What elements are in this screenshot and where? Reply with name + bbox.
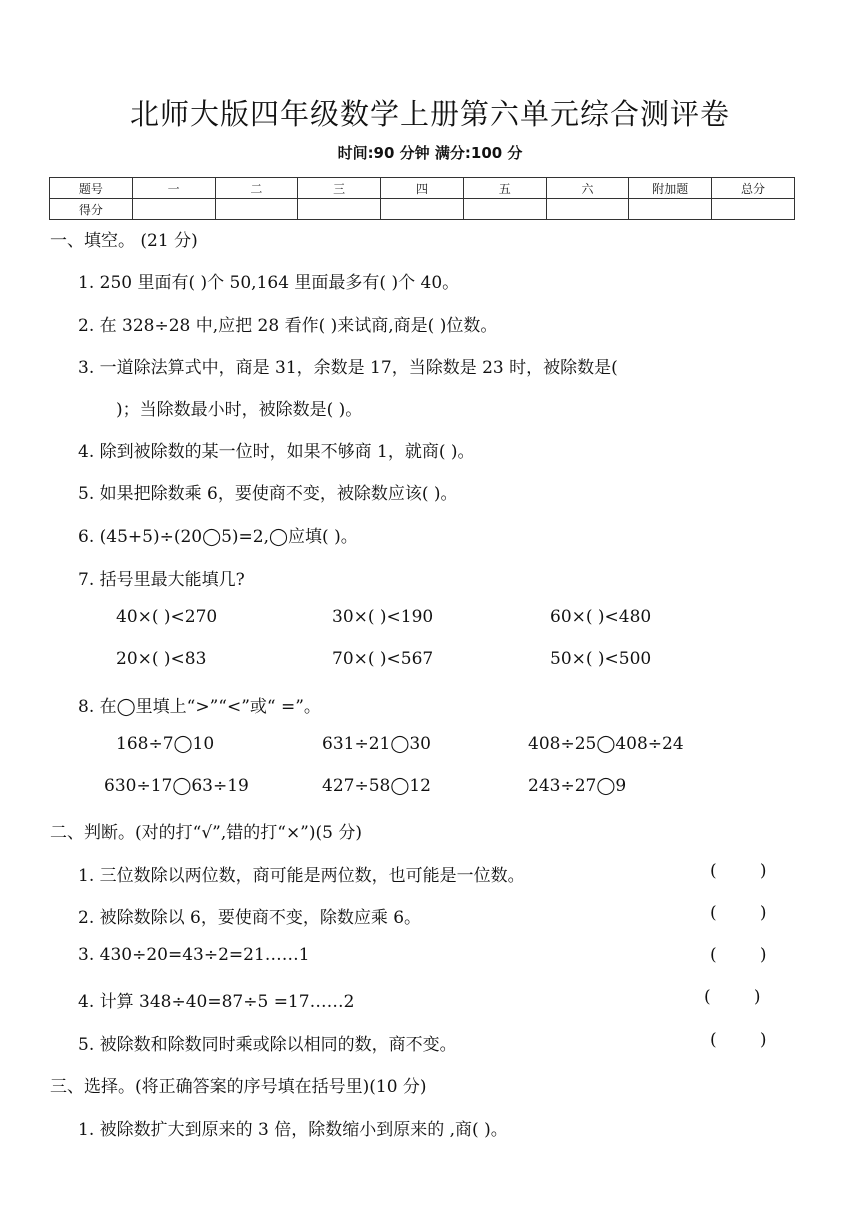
exam-info: 时间:90 分钟 满分:100 分 bbox=[337, 144, 523, 162]
score-cell bbox=[215, 199, 298, 220]
score-table-score-row bbox=[50, 199, 795, 220]
judge-question-4: 4. 计算 348÷40=87÷5 =17……2 bbox=[78, 992, 355, 1012]
score-header-cell: 三 bbox=[298, 178, 381, 199]
score-table bbox=[49, 177, 795, 220]
q7-item: 40×( )<270 bbox=[116, 607, 218, 627]
q8-item: 408÷25◯408÷24 bbox=[528, 734, 684, 754]
score-cell bbox=[381, 199, 464, 220]
fill-question-3-line2: )；当除数最小时，被除数是( )。 bbox=[116, 400, 363, 420]
section2-title: 二、判断。(对的打“√”,错的打“×”)(5 分) bbox=[50, 823, 362, 843]
q8-item: 630÷17◯63÷19 bbox=[104, 776, 249, 796]
score-header-cell: 五 bbox=[463, 178, 546, 199]
score-header-cell: 四 bbox=[381, 178, 464, 199]
judge-question-3: 3. 430÷20=43÷2=21……1 bbox=[78, 945, 310, 965]
score-header-cell: 题号 bbox=[50, 178, 133, 199]
q8-item: 427÷58◯12 bbox=[322, 776, 431, 796]
q7-item: 70×( )<567 bbox=[332, 649, 434, 669]
score-table-header-row bbox=[50, 178, 795, 199]
score-header-cell: 总分 bbox=[712, 178, 795, 199]
score-header-cell: 六 bbox=[546, 178, 629, 199]
judge-question-5: 5. 被除数和除数同时乘或除以相同的数，商不变。 bbox=[78, 1035, 457, 1055]
fill-question-7: 7. 括号里最大能填几? bbox=[78, 570, 245, 590]
answer-box: ( ) bbox=[704, 987, 761, 1007]
answer-box: ( ) bbox=[710, 1030, 767, 1050]
choice-question-1: 1. 被除数扩大到原来的 3 倍，除数缩小到原来的 ,商( )。 bbox=[78, 1120, 508, 1140]
section1-title: 一、填空。 (21 分) bbox=[50, 231, 198, 251]
fill-question-3-line1: 3. 一道除法算式中，商是 31，余数是 17，当除数是 23 时，被除数是( bbox=[78, 358, 618, 378]
score-cell bbox=[463, 199, 546, 220]
fill-question-8: 8. 在◯里填上“>”“<”或“ =”。 bbox=[78, 697, 321, 717]
score-cell bbox=[629, 199, 712, 220]
q8-item: 168÷7◯10 bbox=[116, 734, 215, 754]
judge-question-1: 1. 三位数除以两位数，商可能是两位数，也可能是一位数。 bbox=[78, 866, 525, 886]
answer-box: ( ) bbox=[710, 945, 767, 965]
fill-question-5: 5. 如果把除数乘 6，要使商不变，被除数应该( )。 bbox=[78, 484, 458, 504]
q8-item: 631÷21◯30 bbox=[322, 734, 431, 754]
score-cell bbox=[132, 199, 215, 220]
page-title: 北师大版四年级数学上册第六单元综合测评卷 bbox=[129, 97, 730, 131]
score-header-cell: 一 bbox=[132, 178, 215, 199]
score-header-cell: 附加题 bbox=[629, 178, 712, 199]
score-header-cell: 二 bbox=[215, 178, 298, 199]
score-cell bbox=[298, 199, 381, 220]
score-cell bbox=[546, 199, 629, 220]
answer-box: ( ) bbox=[710, 861, 767, 881]
q8-item: 243÷27◯9 bbox=[528, 776, 627, 796]
score-cell bbox=[712, 199, 795, 220]
fill-question-6: 6. (45+5)÷(20◯5)=2,◯应填( )。 bbox=[78, 527, 358, 547]
score-row-label: 得分 bbox=[50, 199, 133, 220]
section3-title: 三、选择。(将正确答案的序号填在括号里)(10 分) bbox=[50, 1077, 427, 1097]
judge-question-2: 2. 被除数除以 6，要使商不变，除数应乘 6。 bbox=[78, 908, 422, 928]
q7-item: 30×( )<190 bbox=[332, 607, 434, 627]
answer-box: ( ) bbox=[710, 903, 767, 923]
fill-question-4: 4. 除到被除数的某一位时，如果不够商 1，就商( )。 bbox=[78, 442, 475, 462]
q7-item: 50×( )<500 bbox=[550, 649, 652, 669]
fill-question-1: 1. 250 里面有( )个 50,164 里面最多有( )个 40。 bbox=[78, 273, 460, 293]
fill-question-2: 2. 在 328÷28 中,应把 28 看作( )来试商,商是( )位数。 bbox=[78, 316, 498, 336]
q7-item: 60×( )<480 bbox=[550, 607, 652, 627]
q7-item: 20×( )<83 bbox=[116, 649, 207, 669]
